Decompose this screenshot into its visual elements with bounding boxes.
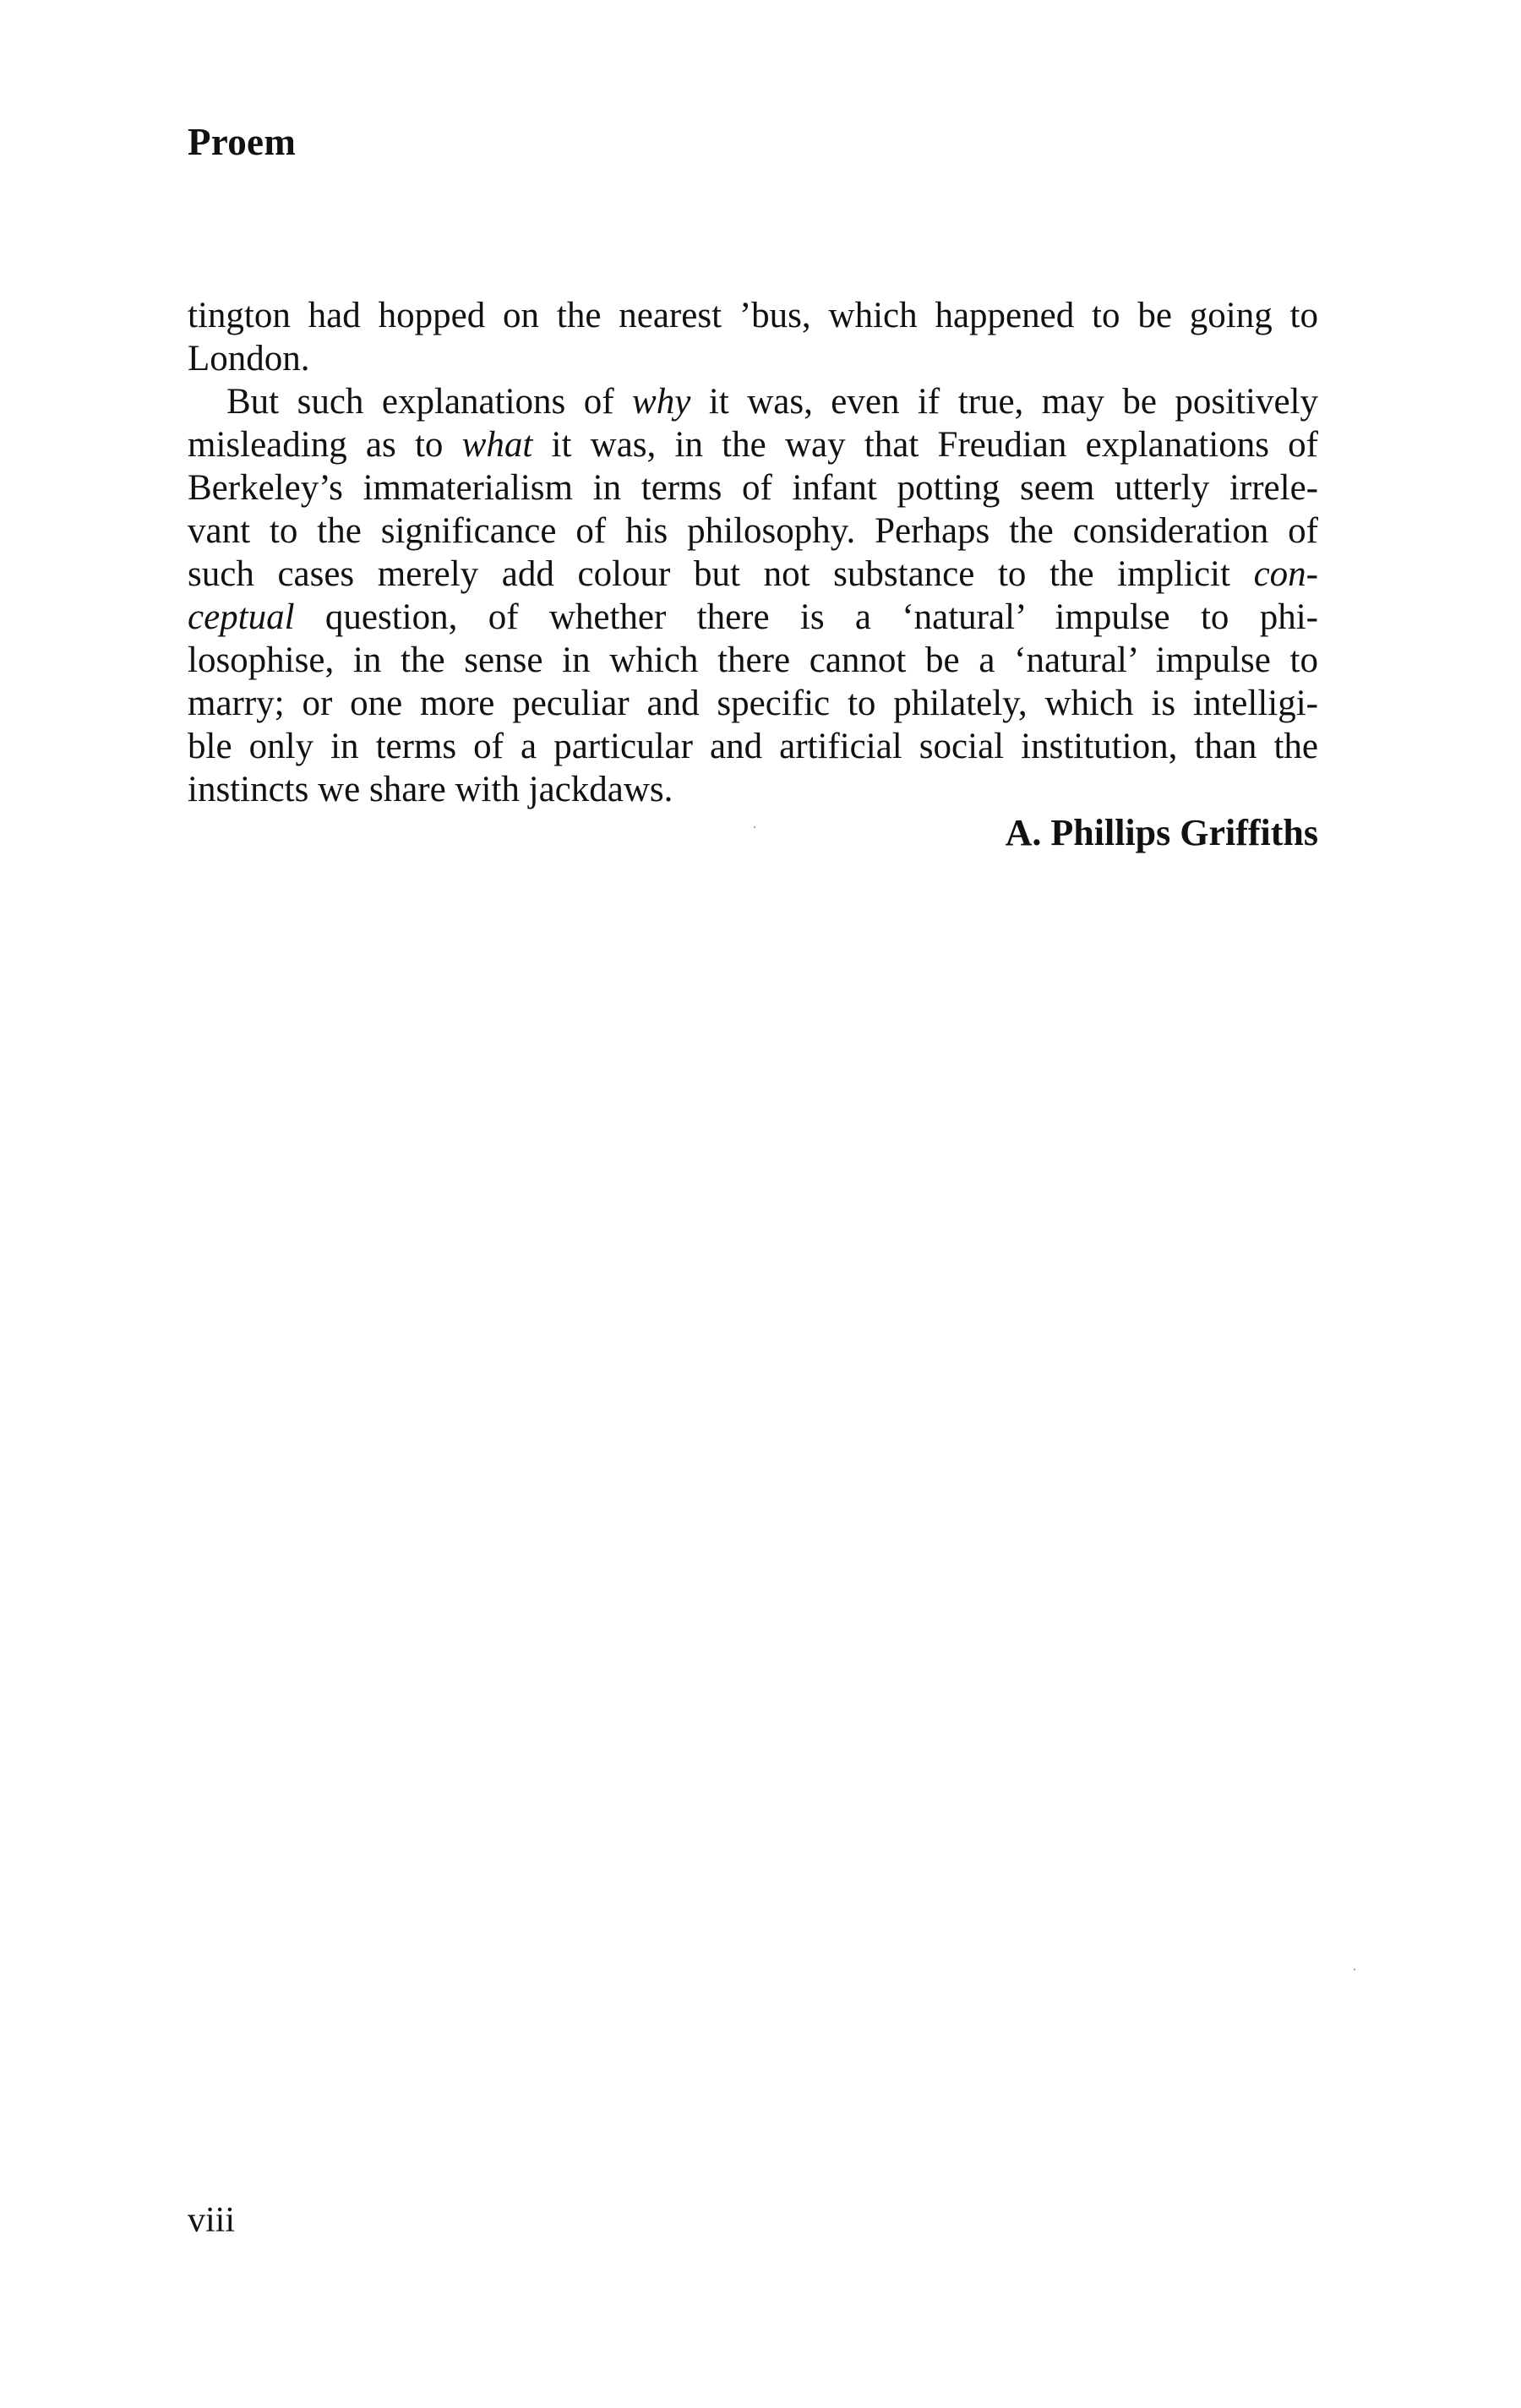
running-head: Proem [188,121,297,163]
text-line: losophise, in the sense in which there cannot be a ‘natural’ impulse to [188,640,1318,680]
emphasis-conceptual-end: ceptual [188,597,295,637]
text-line [188,596,1318,639]
body-text [188,294,1318,811]
text-line: London. [188,339,310,379]
author-signature: A. Phillips Griffiths [1005,812,1318,853]
text-line [188,423,1318,466]
text-line [188,380,1318,423]
text-line: ble only in terms of a particular and artificial social institution, than the [188,727,1318,766]
text-line: tington had hopped on the nearest ’bus, which happened to be going to [188,296,1318,335]
text-line: instincts we share with jackdaws. [188,770,673,809]
emphasis-conceptual-start: con- [1253,554,1318,594]
text-line: marry; or one more peculiar and specific to philately, which is intelligi- [188,684,1318,723]
text-run: it was, in the way that Freudian explanations of [532,425,1318,465]
text-line [188,553,1318,596]
emphasis-why: why [632,382,691,422]
text-run: question, of whether there is a ‘natural’ impulse to phi- [294,597,1318,637]
paragraph-1 [188,294,1318,380]
paper-speck [1354,1969,1355,1970]
emphasis-what: what [461,425,533,465]
text-run: But such explanations of [226,382,633,422]
text-run: such cases merely add colour but not substance to the implicit [188,554,1254,594]
text-line: vant to the significance of his philosophy. Perhaps the consideration of [188,511,1318,551]
paragraph-2 [188,380,1318,811]
text-line: Berkeley’s immaterialism in terms of infant potting seem utterly irrele- [188,468,1318,508]
text-run: it was, even if true, may be positively [690,382,1318,422]
page-number: viii [188,2201,236,2240]
text-run: misleading as to [188,425,462,465]
paper-speck [754,826,755,828]
